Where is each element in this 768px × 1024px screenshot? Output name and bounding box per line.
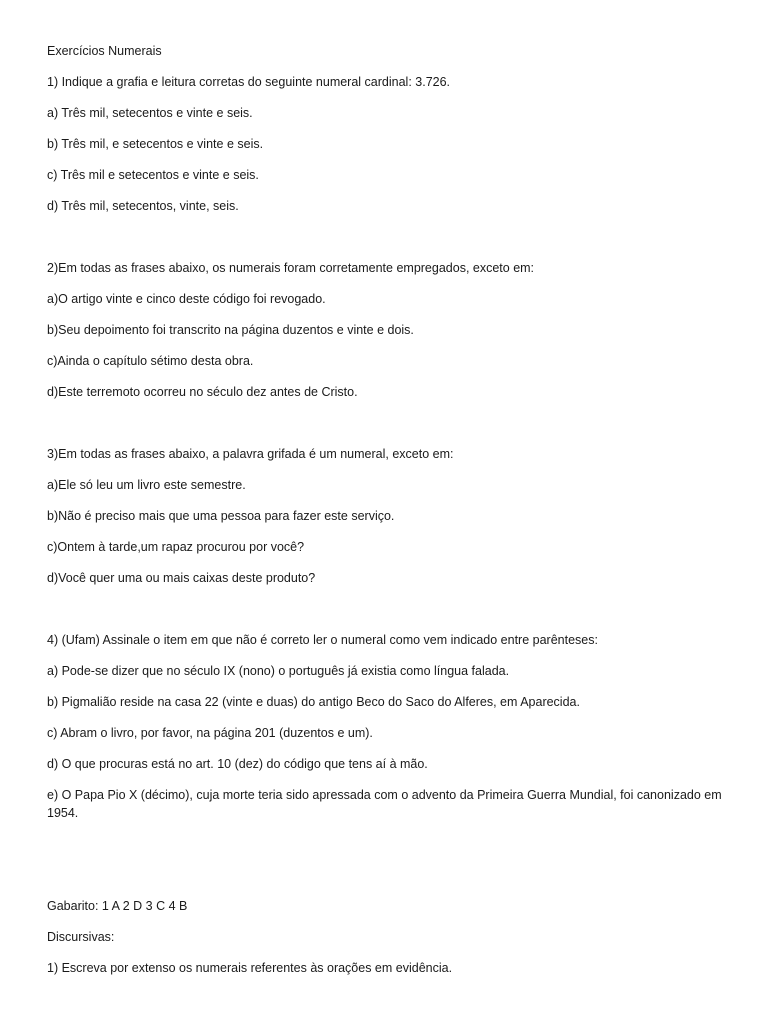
question-4-option-c: c) Abram o livro, por favor, na página 201 (duzentos e um). — [47, 726, 373, 740]
question-1-option-a: a) Três mil, setecentos e vinte e seis. — [47, 106, 253, 120]
spacer — [47, 835, 752, 897]
question-4-option-b: b) Pigmalião reside na casa 22 (vinte e duas) do antigo Beco do Saco do Alferes, em Aparecida. — [47, 695, 580, 709]
document-title: Exercícios Numerais — [47, 44, 162, 58]
question-1-option-b: b) Três mil, e setecentos e vinte e seis. — [47, 137, 264, 151]
question-4-option-a: a) Pode-se dizer que no século IX (nono) o português já existia como língua falada. — [47, 664, 510, 678]
question-2-option-a: a)O artigo vinte e cinco deste código foi revogado. — [47, 292, 326, 306]
question-3: 3)Em todas as frases abaixo, a palavra grifada é um numeral, exceto em: — [47, 447, 454, 461]
answer-key: Gabarito: 1 A 2 D 3 C 4 B — [47, 899, 188, 913]
question-3-option-d: d)Você quer uma ou mais caixas deste produto? — [47, 571, 316, 585]
discursive-heading: Discursivas: — [47, 930, 115, 944]
question-1-option-d: d) Três mil, setecentos, vinte, seis. — [47, 199, 239, 213]
question-3-option-b: b)Não é preciso mais que uma pessoa para fazer este serviço. — [47, 509, 395, 523]
question-4-option-e: e) O Papa Pio X (décimo), cuja morte teria sido apressada com o advento da Primeira Guerra Mundial, foi canonizado em 1954. — [47, 788, 722, 820]
spacer — [47, 414, 752, 445]
question-2-option-c: c)Ainda o capítulo sétimo desta obra. — [47, 354, 254, 368]
question-4-option-d: d) O que procuras está no art. 10 (dez) do código que tens aí à mão. — [47, 757, 428, 771]
question-2-option-d: d)Este terremoto ocorreu no século dez antes de Cristo. — [47, 385, 358, 399]
spacer — [47, 228, 752, 259]
question-2: 2)Em todas as frases abaixo, os numerais foram corretamente empregados, exceto em: — [47, 261, 535, 275]
document-page — [47, 42, 752, 990]
question-1-option-c: c) Três mil e setecentos e vinte e seis. — [47, 168, 259, 182]
question-1: 1) Indique a grafia e leitura corretas do seguinte numeral cardinal: 3.726. — [47, 75, 451, 89]
question-4: 4) (Ufam) Assinale o item em que não é correto ler o numeral como vem indicado entre parênteses: — [47, 633, 598, 647]
spacer — [47, 600, 752, 631]
question-3-option-a: a)Ele só leu um livro este semestre. — [47, 478, 246, 492]
discursive-question-1: 1) Escreva por extenso os numerais referentes às orações em evidência. — [47, 961, 453, 975]
question-2-option-b: b)Seu depoimento foi transcrito na página duzentos e vinte e dois. — [47, 323, 414, 337]
question-3-option-c: c)Ontem à tarde,um rapaz procurou por você? — [47, 540, 305, 554]
